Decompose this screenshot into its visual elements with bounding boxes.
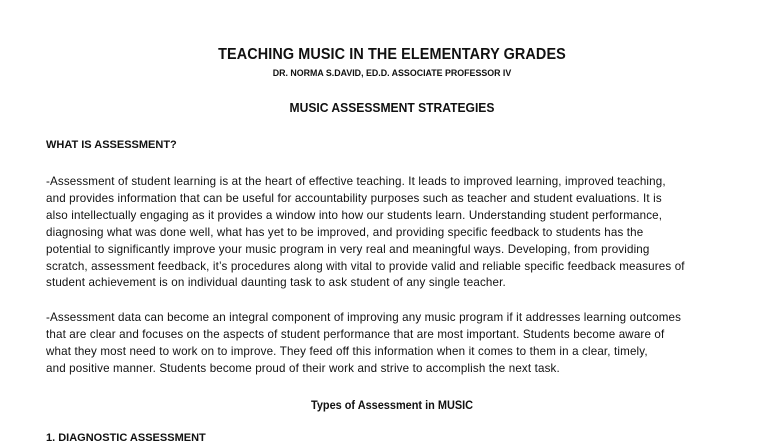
question-heading: WHAT IS ASSESSMENT? (46, 139, 177, 151)
author-line: DR. NORMA S.DAVID, ED.D. ASSOCIATE PROFESSOR IV (272, 68, 512, 79)
paragraph-assessment-data: -Assessment data can become an integral component of improving any music program if it addresses learning outcomes that are clear and focuses on the aspects of student performance that are most important. Students become aware of what they most need to work on to improve. They feed off this information when it comes to them in a clear, timely, and positive manner. Students become proud of their work and strive to accomplish the next task. (46, 311, 682, 375)
paragraph-assessment-intro: -Assessment of student learning is at the heart of effective teaching. It leads to improved learning, improved teaching, and provides information that can be useful for accountability purposes such as teacher and student evaluations. It is also intellectually engaging as it provides a window into how our students learn. Understanding student performance, diagnosing what was done well, what has yet to be improved, and providing specific feedback to students has the potential to significantly improve your music program in very real and meaningful ways. Developing, from providing scratch, assessment feedback, it’s procedures along with vital to provide valid and reliable specific feedback measures of student achievement is on individual daunting task to ask student of any single teacher. (46, 175, 685, 290)
types-heading: Types of Assessment in MUSIC (310, 400, 474, 412)
section-title: MUSIC ASSESSMENT STRATEGIES (289, 100, 495, 115)
diagnostic-assessment-heading: 1. DIAGNOSTIC ASSESSMENT (46, 432, 206, 441)
document-title: TEACHING MUSIC IN THE ELEMENTARY GRADES (218, 46, 566, 63)
